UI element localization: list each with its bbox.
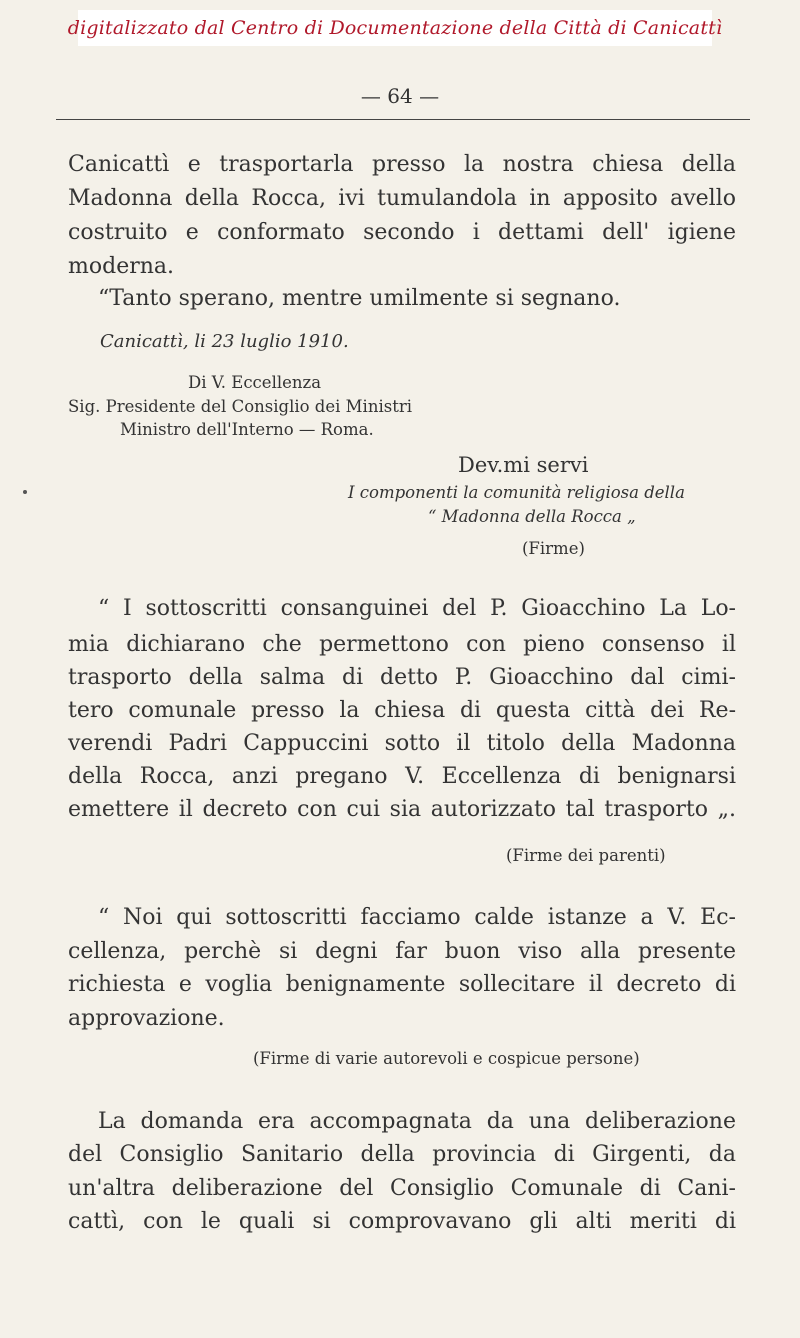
signatures-note-3: (Firme di varie autorevoli e cospicue persone) (253, 1049, 640, 1068)
para3-line-2: mia dichiarano che permettono con pieno consenso il (68, 632, 736, 657)
para1-line-3: costruito e conformato secondo i dettami dell' igiene (68, 220, 736, 245)
para5-line-4: cattì, con le quali si comprovavano gli alti meriti di (68, 1209, 736, 1234)
margin-dot (23, 490, 27, 494)
para4-line-4: approvazione. (68, 1006, 225, 1031)
para3-line-4: tero comunale presso la chiesa di questa città dei Re- (68, 698, 736, 723)
address-line-3: Ministro dell'Interno — Roma. (120, 420, 374, 439)
address-line-2: Sig. Presidente del Consiglio dei Ministri (68, 397, 412, 416)
para4-line-2: cellenza, perchè si degni far buon viso alla presente (68, 939, 736, 964)
para5-line-3: un'altra deliberazione del Consiglio Comunale di Cani- (68, 1176, 736, 1201)
para5-line-2: del Consiglio Sanitario della provincia di Girgenti, da (68, 1142, 736, 1167)
para5-line-1: La domanda era accompagnata da una deliberazione (98, 1109, 736, 1134)
letter-date: Canicattì, li 23 luglio 1910. (100, 331, 349, 352)
para1-line-1: Canicattì e trasportarla presso la nostra chiesa della (68, 152, 736, 177)
para3-line-7: emettere il decreto con cui sia autorizzato tal trasporto „. (68, 797, 736, 822)
para1-line-2: Madonna della Rocca, ivi tumulandola in apposito avello (68, 186, 736, 211)
digitization-banner: digitalizzato dal Centro di Documentazione della Città di Canicattì (78, 10, 712, 46)
para1-line-4: moderna. (68, 254, 175, 279)
header-rule (56, 119, 750, 120)
para3-line-3: trasporto della salma di detto P. Gioacchino dal cimi- (68, 665, 736, 690)
page-number: — 64 — (360, 84, 440, 108)
signatures-note-1: (Firme) (522, 539, 585, 558)
address-line-1: Di V. Eccellenza (188, 373, 322, 392)
para4-line-3: richiesta e voglia benignamente sollecitare il decreto di (68, 972, 736, 997)
para3-line-6: della Rocca, anzi pregano V. Eccellenza di benignarsi (68, 764, 736, 789)
signatures-note-2: (Firme dei parenti) (506, 846, 666, 865)
para3-line-1: “ I sottoscritti consanguinei del P. Gioacchino La Lo- (98, 596, 736, 621)
para2-line: “Tanto sperano, mentre umilmente si segnano. (98, 286, 621, 311)
signatories-line-1: I componenti la comunità religiosa della (348, 483, 685, 502)
para3-line-5: verendi Padri Cappuccini sotto il titolo della Madonna (68, 731, 736, 756)
para4-line-1: “ Noi qui sottoscritti facciamo calde istanze a V. Ec- (98, 905, 736, 930)
signatories-line-2: “ Madonna della Rocca „ (428, 507, 636, 526)
closing-salutation: Dev.mi servi (458, 453, 589, 477)
